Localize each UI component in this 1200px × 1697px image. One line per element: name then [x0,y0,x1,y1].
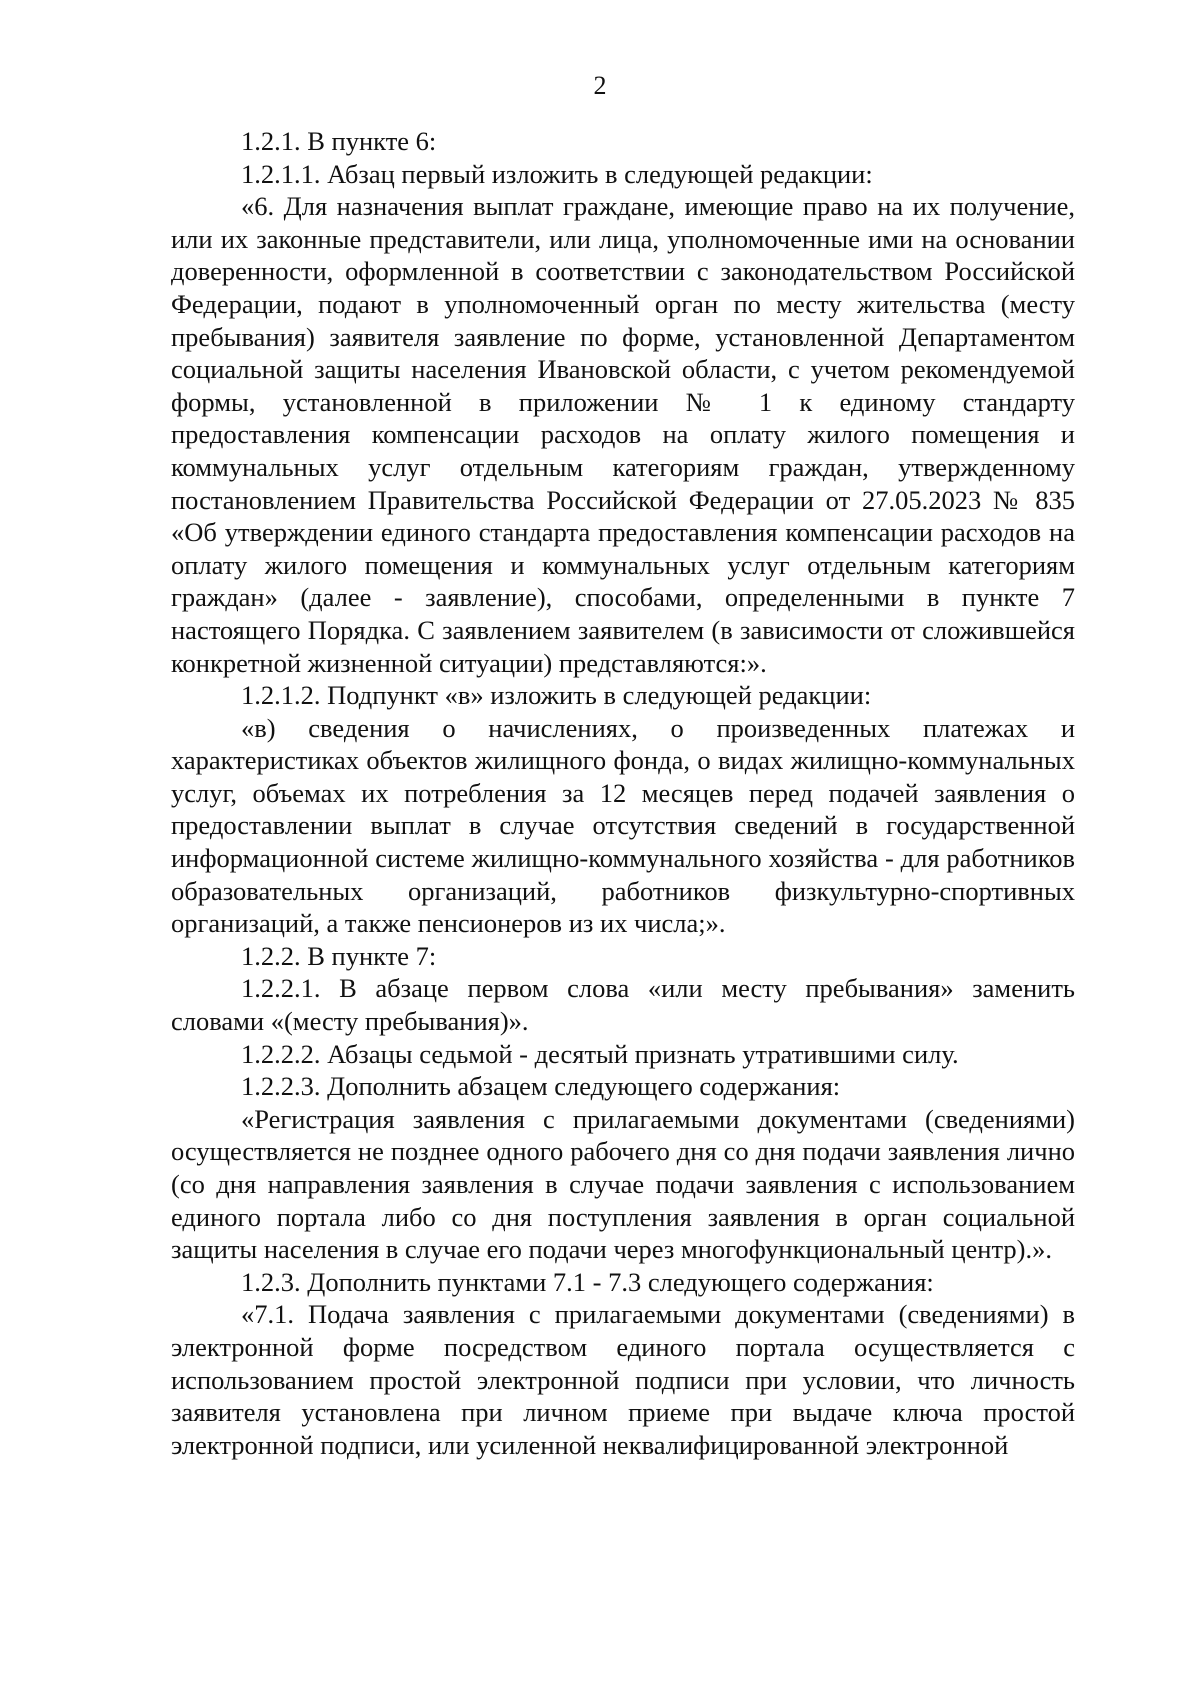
paragraph: 1.2.1. В пункте 6: [241,126,437,156]
paragraph: 1.2.2. В пункте 7: [241,940,437,971]
paragraph: 1.2.2.1. В абзаце первом слова «или месту пребывания» заменить словами «(месту пребывания)». [171,973,1075,1037]
paragraph: 1.2.3. Дополнить пунктами 7.1 - 7.3 следующего содержания: [241,1266,934,1297]
paragraph: 1.2.1.2. Подпункт «в» изложить в следующей редакции: [241,680,872,711]
paragraph: «6. Для назначения выплат граждане, имеющие право на их получение, или их законные представители, или лица, уполномоченные ими на основании доверенности, оформленной в соответствии с законодательством Российской Федерации, подают в уполномоченный орган по месту жительства (месту пребывания) заявителя заявление по форме, установленной Департаментом социальной защиты населения Ивановской области, с учетом рекомендуемой формы, установленной в приложении № 1 к единому стандарту предоставления компенсации расходов на оплату жилого помещения и коммунальных услуг отдельным категориям граждан, утвержденному постановлением Правительства Российской Федерации от 27.05.2023 № 835 «Об утверждении единого стандарта предоставления компенсации расходов на оплату жилого помещения и коммунальных услуг отдельным категориям граждан» (далее - заявление), способами, определенными в пункте 7 настоящего Порядка. С заявлением заявителем (в зависимости от сложившейся конкретной жизненной ситуации) представляются:». [171,191,1075,678]
paragraph: 1.2.2.2. Абзацы седьмой - десятый признать утратившими силу. [241,1038,959,1069]
page-number: 2 [593,71,607,100]
paragraph: 1.2.1.1. Абзац первый изложить в следующей редакции: [241,158,873,189]
paragraph: «в) сведения о начислениях, о произведенных платежах и характеристиках объектов жилищного фонда, о видах жилищно-коммунальных услуг, объемах их потребления за 12 месяцев перед подачей заявления о предоставлении выплат в случае отсутствия сведений в государственной информационной системе жилищно-коммунального хозяйства - для работников образовательных организаций, работников физкультурно-спортивных организаций, а также пенсионеров из их числа;». [171,712,1075,939]
paragraph: 1.2.2.3. Дополнить абзацем следующего содержания: [241,1071,841,1102]
paragraph: «7.1. Подача заявления с прилагаемыми документами (сведениями) в электронной форме посредством единого портала осуществляется с использованием простой электронной подписи при условии, что личность заявителя установлена при личном приеме при выдаче ключа простой электронной подписи, или усиленной неквалифицированной электронной [171,1299,1075,1460]
paragraph: «Регистрация заявления с прилагаемыми документами (сведениями) осуществляется не позднее одного рабочего дня со дня подачи заявления лично (со дня направления заявления в случае подачи заявления с использованием единого портала либо со дня поступления заявления в орган социальной защиты населения в случае его подачи через многофункциональный центр).». [171,1103,1075,1265]
document-body [171,125,1075,1461]
